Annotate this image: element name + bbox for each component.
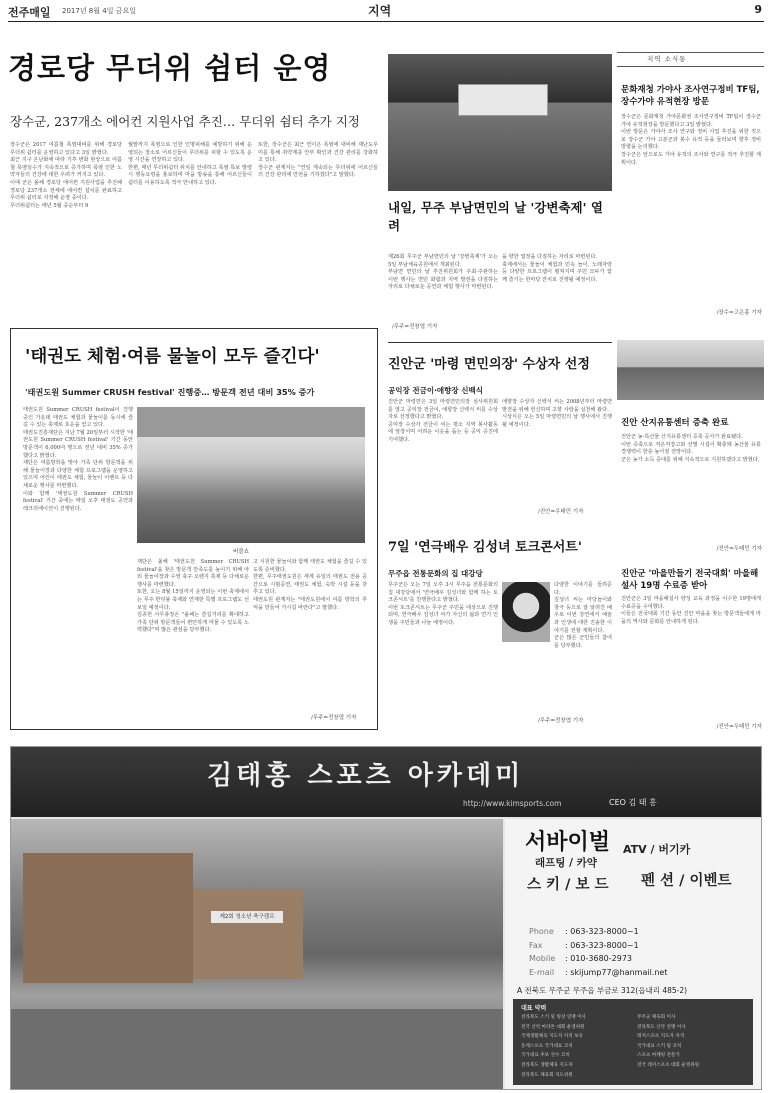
history-item: 전라북도 스키 및 빙상 연맹 이사 [521, 1015, 586, 1020]
sidebar-item-3-body: 진안군은 3일 마을해설사 양성 교육 과정을 이수한 19명에게 수료증을 수여했다. 이들은 전국대회 기간 동안 진안 마을을 찾는 방문객들에게 마을의 역사와 문화를 안내하게 된다. [621, 596, 761, 625]
theater-byline: /무주=전창엽 기자 [538, 718, 584, 724]
theater-article [388, 528, 612, 730]
ad-brand: 서바이벌 [525, 830, 611, 855]
sidebar-tag: 지역 소식통 [617, 52, 764, 67]
page-number: 9 [754, 3, 762, 16]
history-item: 국가대표 스키 팀 코치 [637, 1043, 682, 1049]
sidebar-item-3-title: 진안군 '마을만들기 전국대회' 마을해설사 19명 수료증 받아 [621, 569, 759, 591]
contact-value: : 063-323-8000~1 [565, 940, 639, 950]
jinan-body-2: 애향장 수상자 신백식 씨는 2008년부터 마령면 발전을 위해 헌신하며 고향 사랑을 실천해 왔다. 시상식은 오는 5일 마령면민의 날 행사에서 진행될 예정이다. [502, 399, 612, 428]
ad-category-2b: 펜 션 / 이벤트 [641, 873, 732, 889]
lead-body-right: 또한, 장수군은 최근 연이은 폭염에 대비해 재난도우미를 통해 취약계층 안부 확인과 건강 관리를 강화하고 있다. 장수군 관계자는 "연일 계속되는 무더위에 어르신들의 건강 관리에 만전을 기하겠다"고 말했다. [258, 142, 378, 179]
photo-caption: 버블쇼 [233, 549, 249, 555]
theater-title: 7일 '연극배우 김성녀 토크콘서트' [388, 540, 582, 555]
ad-url[interactable]: http://www.kimsports.com [463, 799, 562, 808]
contact-label: Phone [529, 927, 554, 936]
theater-body-2: 다양한 이야기를 들려준다. 김성녀 씨는 마당놀이와 창극 등으로 잘 알려진 배우로 이번 강연에서 예술과 인생에 대한 진솔한 이야기를 전할 계획이다. 군은 많은 군민들의 참여를 당부했다. [554, 582, 612, 649]
history-item: 전국 레저스포츠 대회 운영위원 [637, 1062, 700, 1068]
taekwondo-title: '태권도 체험·여름 물놀이 모두 즐긴다' [25, 347, 320, 367]
taekwondo-article [10, 328, 378, 730]
festival-article [388, 196, 612, 336]
contact-phone [529, 925, 749, 939]
lead-title: 경로당 무더위 쉼터 운영 [8, 51, 332, 85]
theater-subtitle: 무주읍 전통문화의 집 대강당 [388, 569, 483, 578]
contact-mobile [529, 952, 749, 966]
sidebar-item-3-byline: /진안=우태민 기자 [716, 724, 762, 730]
festival-body-2: 을 향한 열정을 다짐하는 자리로 마련된다. 축제에서는 물놀이 체험과 민속 놀이, 노래자랑 등 다양한 프로그램이 펼쳐지며 주민 모두가 함께 즐기는 한마당 잔치로 진행될 예정이다. [502, 254, 612, 283]
jinan-subtitle: 공익장 전금이·애향장 신백식 [388, 386, 484, 395]
jinan-body-1: 진안군 마령면은 3일 마령면민의장 심사위원회를 열고 공익장 전금이, 애향장 신백식 씨를 수상자로 선정했다고 밝혔다. 공익장 수상자 전금이 씨는 평소 지역 봉사활동에 앞장서며 어려운 이웃을 돕는 등 공익 증진에 기여했다. [388, 399, 498, 443]
festival-photo [388, 54, 612, 191]
taekwondo-body-1: 태권도원 Summer CRUSH festival이 진행 중인 가운데 태권도 체험과 물놀이를 동시에 즐길 수 있는 축제로 호응을 얻고 있다. 태권도진흥재단은 지난 7월 20일부터 시작한 '태권도원 Summer CRUSH festival' 기간 동안 방문객이 6,000여 명으로 전년 대비 35% 증가했다고 밝혔다. 재단은 여름방학을 맞아 가족 단위 방문객을 위해 물놀이장과 다양한 체험 프로그램을 운영하고 있으며 어린이 태권도 체험, 물놀이 이벤트 등 다채로운 행사를 마련했다. 이와 함께 '태권도원 Summer CRUSH festival' 기간 중에는 매일 오후 태권도 공연과 레크리에이션이 진행된다. [23, 407, 133, 512]
ad-category-2: 스 키 / 보 드 [527, 877, 609, 893]
history-left-list [521, 1013, 631, 1080]
sidebar-item-2-byline: /진안=우태민 기자 [716, 546, 762, 552]
history-right-list [637, 1013, 749, 1071]
history-item: 동계스포츠 국가대표 코치 [521, 1043, 573, 1049]
ad-category-1b: ATV / 버기카 [623, 843, 691, 856]
jinan-byline: /진안=우태민 기자 [538, 509, 584, 515]
history-item: 국가대표 후보 선수 코치 [521, 1053, 570, 1059]
history-item: 레저스포츠 지도자 자격 [637, 1034, 685, 1040]
sports-academy-ad [10, 746, 762, 1090]
academy-photo [11, 819, 503, 1089]
sidebar-item-1-byline: /장수=고은홍 기자 [716, 310, 762, 316]
ad-title: 김태홍 스포츠 아카데미 [207, 761, 525, 791]
ad-address: A 전북도 무주군 무주읍 부금로 312(읍내리 485-2) [517, 986, 688, 995]
taekwondo-subtitle: '태권도원 Summer CRUSH festival' 진행중… 방문객 전년 대비 35% 증가 [25, 387, 315, 397]
history-title: 대표 약력 [521, 1005, 547, 1012]
lead-subtitle: 장수군, 237개소 에어컨 지원사업 추진… 무더위 쉼터 추가 지정 [10, 114, 360, 129]
contact-fax [529, 939, 749, 953]
festival-byline: /무주=전창엽 기자 [392, 324, 438, 330]
history-item: 무주군 체육회 이사 [637, 1015, 676, 1020]
lead-article [8, 46, 380, 328]
history-box [513, 999, 753, 1085]
history-item: 전라북도 체육회 지도위원 [521, 1072, 573, 1078]
history-item: 전라북도 생활체육 지도자 [521, 1062, 573, 1068]
festival-banner [458, 84, 548, 116]
tent-shape [137, 407, 365, 437]
jinan-title: 진안군 '마령 면민의장' 수상자 선정 [388, 357, 590, 372]
newspaper-logo: 전주매일 [8, 6, 51, 19]
festival-body-1: 제26회 무주군 부남면민의 날 '강변축제'가 오는 5일 부남체육공원에서 개최된다. 부남면 면민의 날 추진위원회가 주최·주관하는 이번 행사는 면민 화합과 지역 발전을 다짐하는 자리로 다채로운 공연과 체험 행사가 마련된다. [388, 254, 498, 291]
contact-value[interactable]: : skijump77@hanmail.net [565, 967, 668, 977]
history-item: 스포츠 마케팅 전문가 [637, 1053, 680, 1059]
actress-portrait [502, 582, 550, 642]
court-shape [11, 1009, 503, 1089]
contact-value: : 063-323-8000~1 [565, 927, 639, 936]
contact-label: Mobile [529, 954, 556, 963]
sidebar-item-1-body: 장수군은 문화재청 가야문화권 조사연구정비 TF팀이 장수군 가야 유적현장을 방문했다고 3일 밝혔다. 이번 방문은 가야사 조사 연구와 정비 사업 추진을 위한 것으로 장수군 가야 고분군과 봉수 유적 등을 둘러보며 향후 정비 방향을 논의했다. 장수군은 앞으로도 가야 유적의 조사와 연구를 적극 추진할 계획이다. [621, 114, 761, 166]
history-item: 전라북도 산악 연맹 이사 [637, 1024, 686, 1030]
building-side-shape [193, 889, 303, 979]
section-name: 지역 [368, 4, 392, 18]
taekwondo-byline: /무주=전창엽 기자 [311, 715, 357, 721]
taekwondo-body-2: 재단은 올해 '태권도원 Summer CRUSH festival'을 찾은 방문객 만족도를 높이기 위해 야외 물놀이장과 수영 축구·오렌지 축제 등 다채로운 행사를 마련했다. 또한, 오는 8월 15일까지 운영되는 이번 축제에서는 무주 반딧불 축제와 연계한 특별 프로그램도 선보일 예정이다. 김종헌 사무총장은 "올해는 즐길거리를 확대하고 가족 단위 방문객들이 편안하게 머물 수 있도록 노력했다"며 많은 관심을 당부했다. [137, 559, 249, 634]
sidebar-item-1-title: 문화재청 가야사 조사연구정비 TF팀, 장수가야 유적현장 방문 [621, 85, 760, 107]
history-item: 전국 산악 마라톤 대회 운영위원 [521, 1024, 585, 1030]
sidebar-item-2-title: 진안 산지유통센터 증축 완료 [621, 418, 729, 428]
contact-label: Fax [529, 940, 543, 950]
jinan-article [388, 342, 612, 520]
ad-info-panel [505, 819, 761, 1089]
lead-body-left: 장수군은 2017 여름철 폭염대비를 위해 경로당 무더위 쉼터를 운영하고 있다고 3일 밝혔다. 최근 지구 온난화에 따라 기후 변화 현상으로 여름철 폭염일수가 지속적으로 증가하며 폭염 인한 노약자들의 건강에 대한 우려가 커지고 있다. 이에 군은 올해 경로당 에어컨 지원사업을 추진해 경로당 237개소 전체에 에어컨 설치를 완료하고 무더위 쉼터로 지정해 운영 중이다. 무더위쉼터는 매년 5월 중순부터 9 [10, 142, 122, 209]
building-shape [23, 853, 193, 983]
ad-ceo: CEO 김 태 홍 [609, 798, 657, 807]
taekwondo-body-3: 고 시원한 물놀이와 함께 태권도 체험을 즐길 수 있도록 준비했다. 한편, 무주태권도원은 세계 유일의 태권도 전용 공간으로 시범공연, 태권도 체험, 숙박 시설 등을 갖추고 있다. 태권도원 관계자는 "태권도원에서 여름 방학의 추억을 만들어 가시길 바란다"고 말했다. [253, 559, 367, 611]
history-item: 국제생활체육 지도자 자격 보유 [521, 1034, 584, 1040]
news-sidebar [617, 46, 764, 732]
festival-title: 내일, 무주 부남면민의 날 '강변축제' 열려 [388, 200, 603, 233]
sidebar-item-2-body: 진안군 농·특산물 산지유통센터 증축 공사가 완료됐다. 이번 증축으로 저온저장고와 선별 시설이 확충돼 농산물 유통 경쟁력이 한층 높아질 전망이다. 군은 농가 소득 증대를 위해 지속적으로 지원하겠다고 밝혔다. [621, 434, 761, 463]
contact-value: : 010-3680-2973 [565, 954, 632, 963]
center-photo [617, 340, 764, 400]
bubble-show-photo [137, 407, 365, 543]
theater-body-1: 무주군은 오는 7일 오후 3시 무주읍 전통문화의 집 대강당에서 '연극배우 김성녀와 함께 하는 토크콘서트'를 진행한다고 밝혔다. 이번 토크콘서트는 무주군 주민을 대상으로 진행되며, 연극배우 김성녀 씨가 자신의 삶과 연기 인생을 주민들과 나눌 예정이다. [388, 582, 498, 626]
ad-category-1: 래프팅 / 카약 [535, 857, 597, 869]
issue-date: 2017년 8월 4일 금요일 [62, 7, 136, 15]
contact-list [529, 925, 749, 979]
contact-email [529, 966, 749, 980]
page-header [8, 0, 764, 22]
camp-banner: 제2회 청소년 축구캠프 [211, 911, 283, 923]
contact-label: E-mail [529, 967, 555, 977]
lead-body-middle: 월말까지 폭염으로 인한 인명피해를 예방하기 위해 운영되는 장소로 어르신들이 무더위를 피할 수 있도록 운영 시간을 연장하고 있다. 한편, 매년 무더위쉼터 위치를 안내하고 폭염 특보 발령 시 행동요령을 홍보하며 마을 방송을 통해 어르신들이 쉼터를 이용하도록 적극 안내하고 있다. [128, 142, 252, 186]
